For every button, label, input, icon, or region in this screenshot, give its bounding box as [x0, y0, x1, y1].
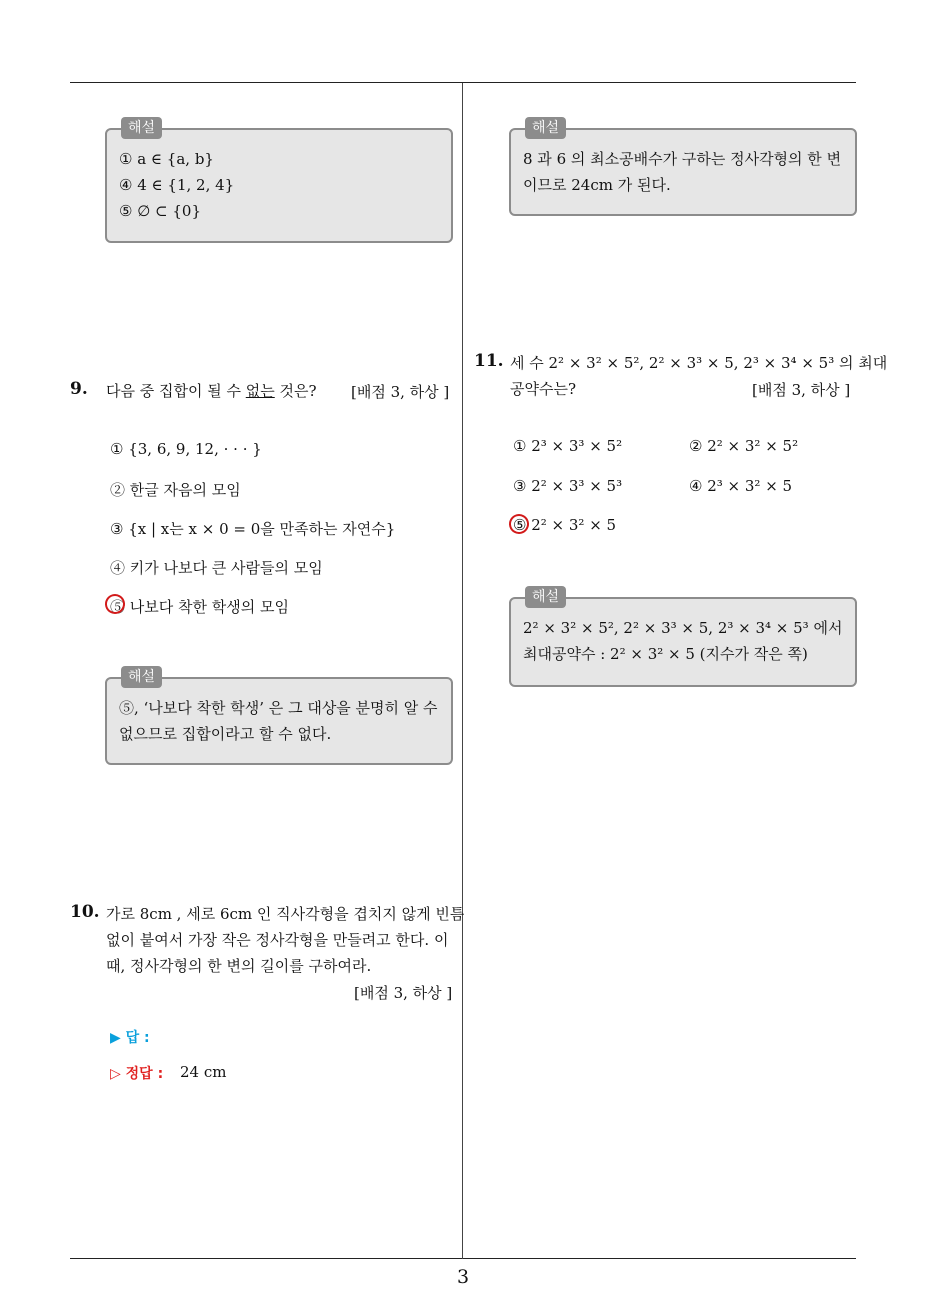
solution-box-q10 — [509, 120, 857, 216]
option-9-4[interactable]: ④ 키가 나보다 큰 사람들의 모임 — [110, 559, 323, 577]
option-9-3[interactable]: ③ {x | x는 x × 0 = 0을 만족하는 자연수} — [110, 520, 396, 538]
option-11-2[interactable]: ② 2² × 3² × 5² — [689, 437, 799, 455]
correct-answer-label: ▷ 정답 : — [110, 1066, 164, 1082]
solution-line: 2² × 3² × 5², 2² × 3³ × 5, 2³ × 3⁴ × 5³ 에서 — [523, 619, 843, 637]
solution-line: ⑤ ∅ ⊂ {0} — [119, 202, 202, 220]
option-11-4[interactable]: ④ 2³ × 3² × 5 — [689, 477, 793, 495]
option-11-5[interactable]: ⑤ 2² × 3² × 5 — [513, 516, 617, 534]
option-11-3[interactable]: ③ 2² × 3³ × 5³ — [513, 477, 623, 495]
option-9-2[interactable]: ② 한글 자음의 모임 — [110, 481, 241, 499]
solution-box-q8 — [105, 120, 453, 243]
bottom-rule — [70, 1258, 856, 1259]
answer-input-label[interactable]: ▶ 답 : — [110, 1030, 150, 1046]
solution-box-q11 — [509, 589, 857, 687]
option-9-5[interactable]: ⑤ 나보다 착한 학생의 모임 — [110, 598, 289, 616]
solution-tag: 해설 — [121, 666, 162, 688]
question-text-9: 다음 중 집합이 될 수 없는 것은? — [106, 382, 317, 400]
solution-tag: 해설 — [121, 117, 162, 139]
correct-answer-value: 24 cm — [180, 1063, 227, 1081]
score-10: [배점 3, 하상 ] — [354, 984, 453, 1002]
solution-line: 8 과 6 의 최소공배수가 구하는 정사각형의 한 변 — [523, 150, 842, 168]
solution-line: 최대공약수 : 2² × 3² × 5 (지수가 작은 쪽) — [523, 645, 808, 663]
solution-line: 없으므로 집합이라고 할 수 없다. — [119, 725, 332, 743]
column-divider — [462, 83, 463, 1259]
page-number: 3 — [456, 1266, 470, 1288]
solution-tag: 해설 — [525, 586, 566, 608]
score-9: [배점 3, 하상 ] — [351, 383, 450, 401]
solution-box-q9 — [105, 669, 453, 765]
question-text-10: 가로 8cm , 세로 6cm 인 직사각형을 겹치지 않게 빈틈 없이 붙여서 가장 작은 정사각형을 만들려고 한다. 이 때, 정사각형의 한 변의 길이를 구하여라. — [106, 905, 465, 975]
solution-line: 이므로 24cm 가 된다. — [523, 176, 671, 194]
question-text-11: 세 수 2² × 3² × 5², 2² × 3³ × 5, 2³ × 3⁴ × 5³ 의 최대 공약수는? — [510, 354, 888, 398]
solution-line: ⑤, ‘나보다 착한 학생’ 은 그 대상을 분명히 알 수 — [119, 699, 438, 717]
solution-line: ① a ∈ {a, b} — [119, 150, 214, 168]
score-11: [배점 3, 하상 ] — [752, 381, 851, 399]
solution-line: ④ 4 ∈ {1, 2, 4} — [119, 176, 235, 194]
solution-tag: 해설 — [525, 117, 566, 139]
question-number-9: 9. — [70, 379, 88, 399]
option-11-1[interactable]: ① 2³ × 3³ × 5² — [513, 437, 623, 455]
underlined-word: 없는 — [245, 382, 275, 400]
option-9-1[interactable]: ① {3, 6, 9, 12, · · · } — [110, 440, 262, 458]
top-rule — [70, 82, 856, 83]
question-number-11: 11. — [474, 351, 504, 371]
question-number-10: 10. — [70, 902, 100, 922]
